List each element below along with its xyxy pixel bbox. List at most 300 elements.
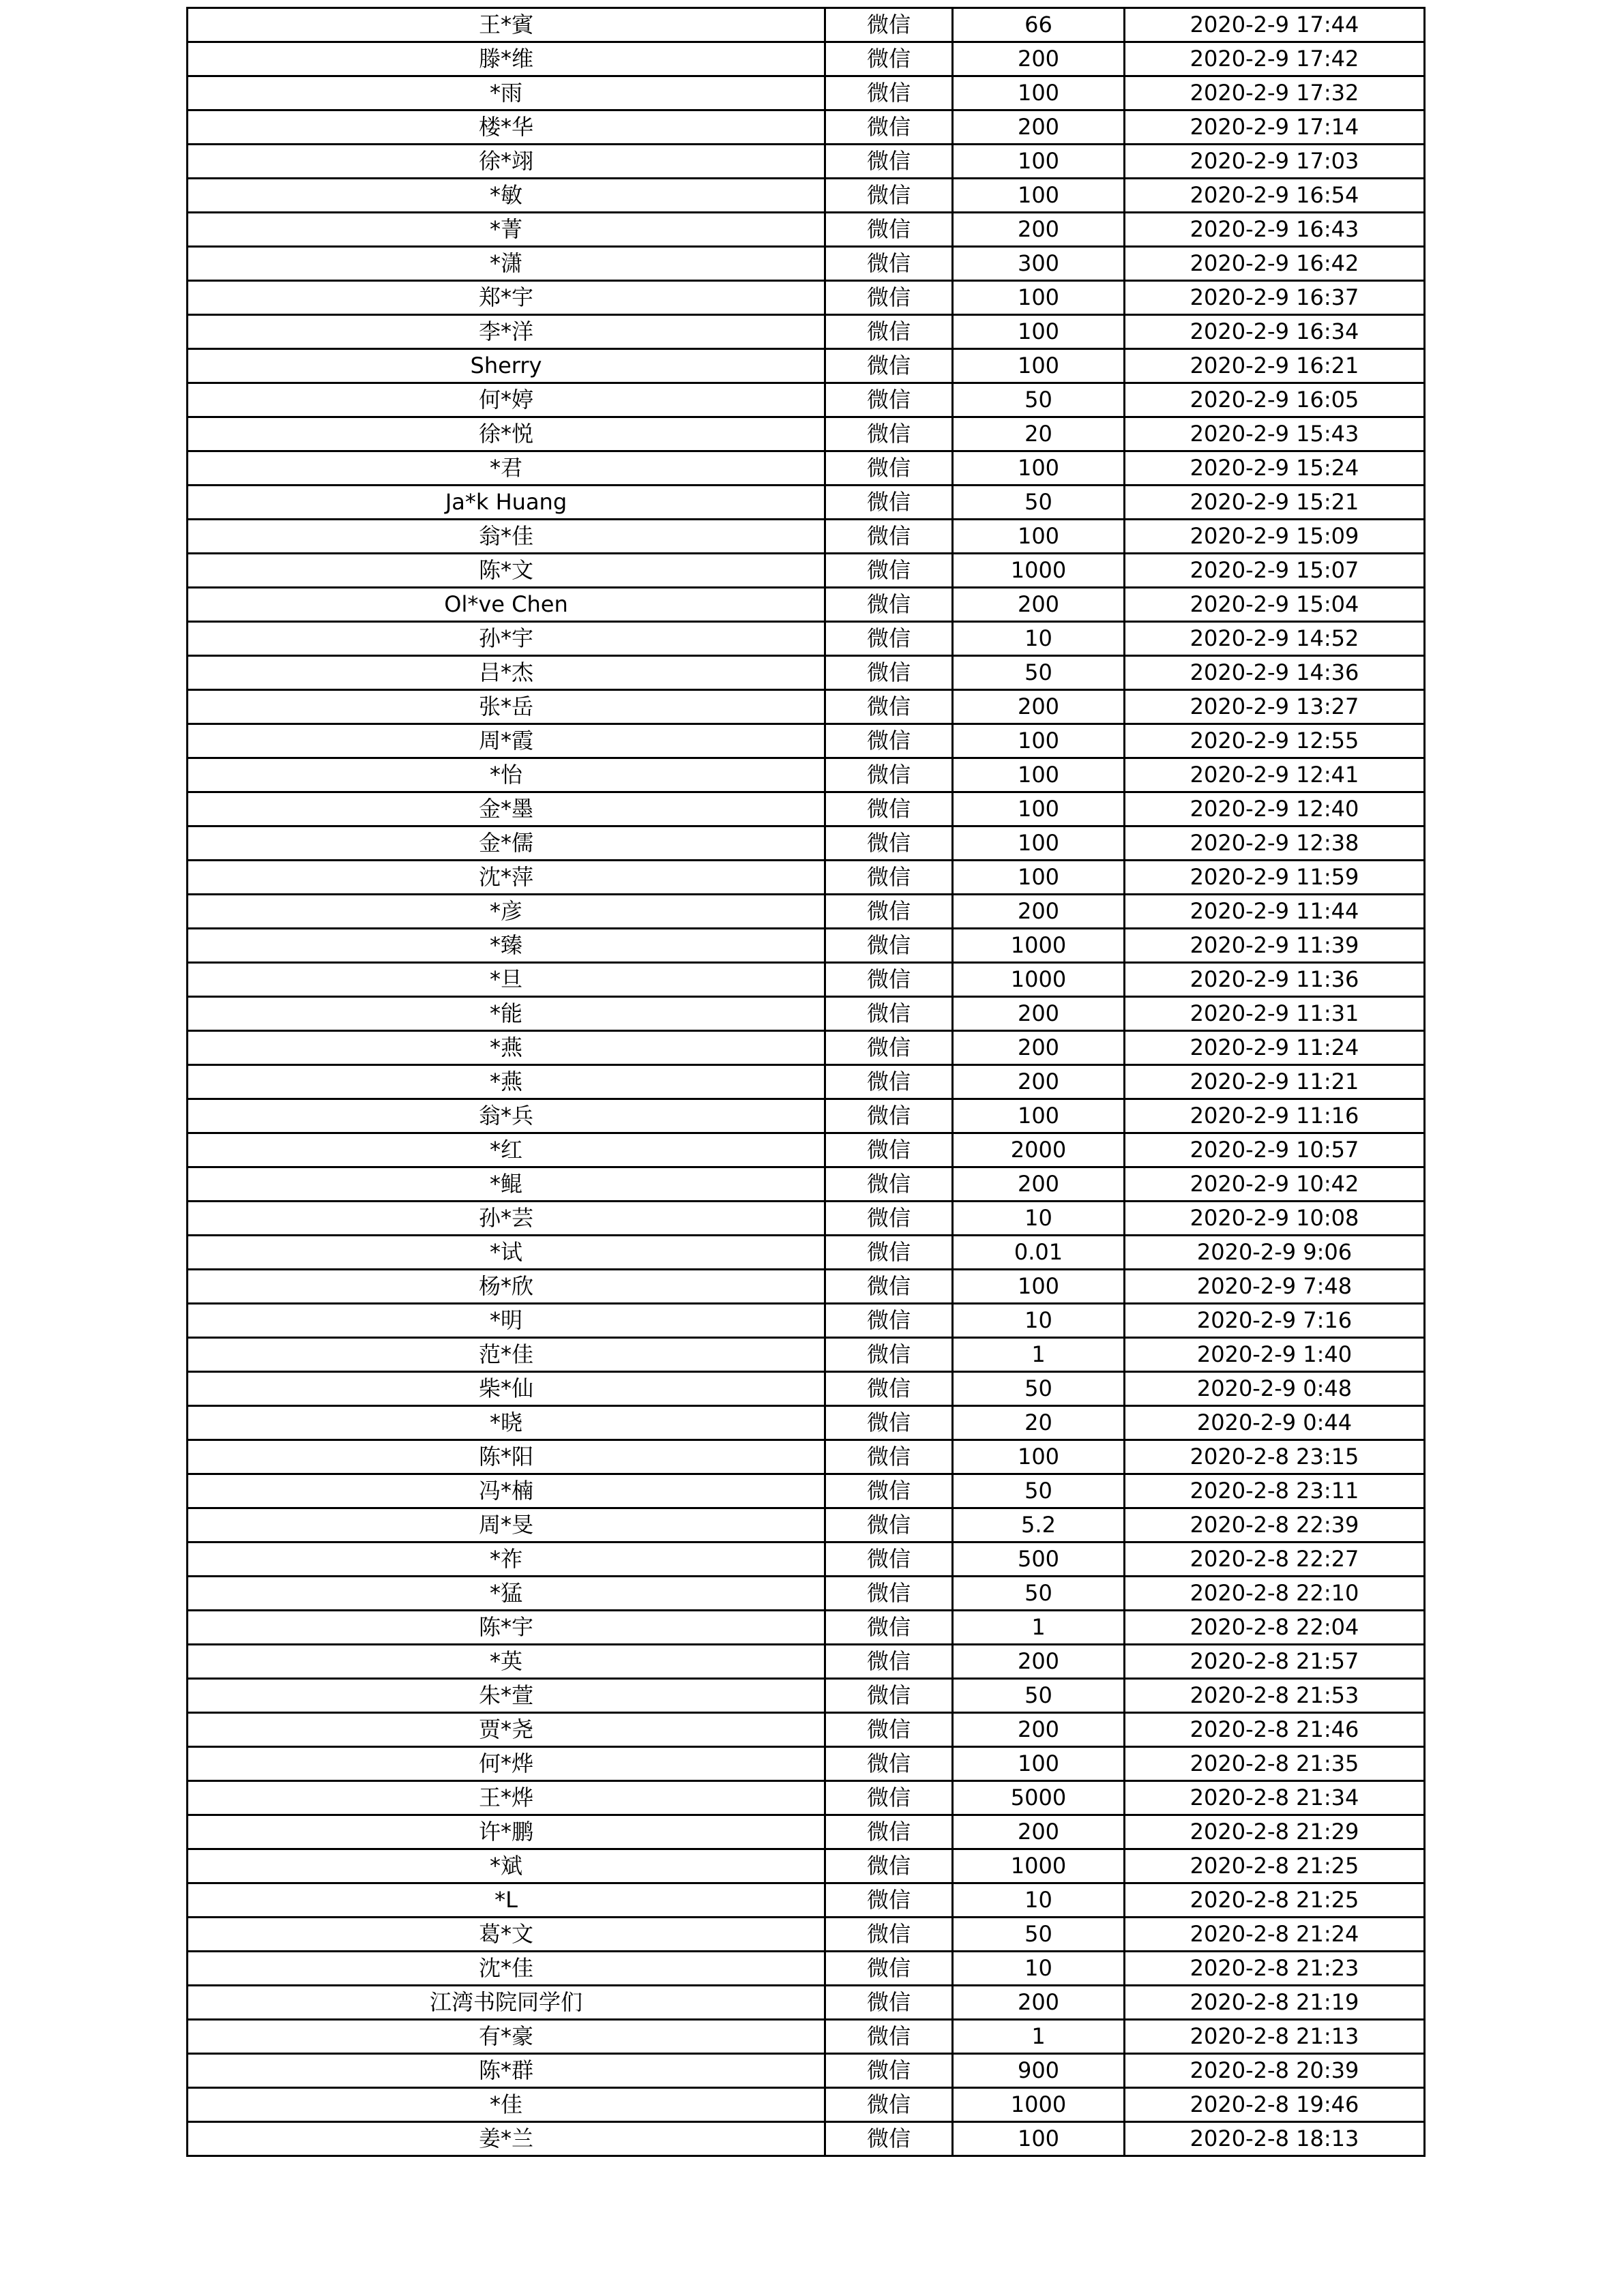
amount-cell: 200 (953, 110, 1125, 145)
donor-name-cell: 滕*维 (188, 42, 825, 76)
payment-channel-cell: 微信 (825, 826, 953, 861)
donor-name-cell: 孙*宇 (188, 622, 825, 656)
table-row (188, 1270, 1425, 1304)
table-row (188, 520, 1425, 554)
donor-name-cell: *祚 (188, 1542, 825, 1577)
timestamp-cell: 2020-2-9 12:55 (1125, 724, 1425, 758)
timestamp-cell: 2020-2-8 21:19 (1125, 1986, 1425, 2020)
amount-cell: 100 (953, 520, 1125, 554)
payment-channel-cell: 微信 (825, 213, 953, 247)
donor-name-cell: 陈*阳 (188, 1440, 825, 1474)
amount-cell: 1 (953, 2020, 1125, 2054)
timestamp-cell: 2020-2-9 15:24 (1125, 451, 1425, 486)
donor-name-cell: *潇 (188, 247, 825, 281)
payment-channel-cell: 微信 (825, 315, 953, 349)
donor-name-cell: *鲲 (188, 1167, 825, 1202)
payment-channel-cell: 微信 (825, 724, 953, 758)
amount-cell: 5.2 (953, 1508, 1125, 1542)
table-row (188, 724, 1425, 758)
amount-cell: 200 (953, 42, 1125, 76)
timestamp-cell: 2020-2-9 15:09 (1125, 520, 1425, 554)
payment-channel-cell: 微信 (825, 861, 953, 895)
donor-name-cell: 李*洋 (188, 315, 825, 349)
donor-name-cell: 贾*尧 (188, 1713, 825, 1747)
timestamp-cell: 2020-2-8 23:11 (1125, 1474, 1425, 1508)
table-row (188, 1918, 1425, 1952)
amount-cell: 100 (953, 179, 1125, 213)
donor-name-cell: *燕 (188, 1031, 825, 1065)
table-row (188, 1202, 1425, 1236)
donor-name-cell: *佳 (188, 2088, 825, 2122)
timestamp-cell: 2020-2-9 10:08 (1125, 1202, 1425, 1236)
donor-name-cell: 姜*兰 (188, 2122, 825, 2156)
donor-name-cell: 何*婷 (188, 383, 825, 417)
amount-cell: 1000 (953, 929, 1125, 963)
donation-table (186, 7, 1426, 2157)
donor-name-cell: 翁*佳 (188, 520, 825, 554)
donor-name-cell: *红 (188, 1133, 825, 1167)
timestamp-cell: 2020-2-8 21:57 (1125, 1645, 1425, 1679)
amount-cell: 200 (953, 213, 1125, 247)
donor-name-cell: 葛*文 (188, 1918, 825, 1952)
timestamp-cell: 2020-2-9 16:37 (1125, 281, 1425, 315)
donor-name-cell: *猛 (188, 1577, 825, 1611)
amount-cell: 100 (953, 145, 1125, 179)
donor-name-cell: *君 (188, 451, 825, 486)
timestamp-cell: 2020-2-9 10:57 (1125, 1133, 1425, 1167)
payment-channel-cell: 微信 (825, 1236, 953, 1270)
payment-channel-cell: 微信 (825, 417, 953, 451)
amount-cell: 10 (953, 1202, 1125, 1236)
table-row (188, 656, 1425, 690)
payment-channel-cell: 微信 (825, 1918, 953, 1952)
donor-name-cell: 朱*萱 (188, 1679, 825, 1713)
table-row (188, 145, 1425, 179)
payment-channel-cell: 微信 (825, 145, 953, 179)
amount-cell: 10 (953, 1883, 1125, 1918)
amount-cell: 100 (953, 1270, 1125, 1304)
donation-table-body (188, 8, 1425, 2156)
timestamp-cell: 2020-2-8 21:46 (1125, 1713, 1425, 1747)
table-row (188, 1440, 1425, 1474)
donor-name-cell: 沈*萍 (188, 861, 825, 895)
timestamp-cell: 2020-2-8 21:29 (1125, 1815, 1425, 1849)
donor-name-cell: 江湾书院同学们 (188, 1986, 825, 2020)
timestamp-cell: 2020-2-8 21:25 (1125, 1883, 1425, 1918)
timestamp-cell: 2020-2-8 22:10 (1125, 1577, 1425, 1611)
timestamp-cell: 2020-2-9 0:48 (1125, 1372, 1425, 1406)
donor-name-cell: 张*岳 (188, 690, 825, 724)
timestamp-cell: 2020-2-9 0:44 (1125, 1406, 1425, 1440)
amount-cell: 20 (953, 1406, 1125, 1440)
amount-cell: 10 (953, 1304, 1125, 1338)
timestamp-cell: 2020-2-8 21:24 (1125, 1918, 1425, 1952)
table-row (188, 1474, 1425, 1508)
payment-channel-cell: 微信 (825, 1099, 953, 1133)
table-row (188, 2088, 1425, 2122)
timestamp-cell: 2020-2-9 16:34 (1125, 315, 1425, 349)
table-row (188, 281, 1425, 315)
payment-channel-cell: 微信 (825, 1952, 953, 1986)
table-row (188, 8, 1425, 42)
table-row (188, 451, 1425, 486)
table-row (188, 1849, 1425, 1883)
payment-channel-cell: 微信 (825, 554, 953, 588)
table-row (188, 247, 1425, 281)
donor-name-cell: 范*佳 (188, 1338, 825, 1372)
table-row (188, 1542, 1425, 1577)
amount-cell: 100 (953, 76, 1125, 110)
payment-channel-cell: 微信 (825, 1747, 953, 1781)
payment-channel-cell: 微信 (825, 383, 953, 417)
amount-cell: 900 (953, 2054, 1125, 2088)
donor-name-cell: *L (188, 1883, 825, 1918)
donor-name-cell: *旦 (188, 963, 825, 997)
table-row (188, 588, 1425, 622)
donor-name-cell: 郑*宇 (188, 281, 825, 315)
payment-channel-cell: 微信 (825, 1986, 953, 2020)
table-row (188, 929, 1425, 963)
donor-name-cell: Ja*k Huang (188, 486, 825, 520)
timestamp-cell: 2020-2-9 10:42 (1125, 1167, 1425, 1202)
timestamp-cell: 2020-2-9 11:16 (1125, 1099, 1425, 1133)
amount-cell: 50 (953, 1577, 1125, 1611)
timestamp-cell: 2020-2-9 14:36 (1125, 656, 1425, 690)
payment-channel-cell: 微信 (825, 76, 953, 110)
timestamp-cell: 2020-2-8 21:35 (1125, 1747, 1425, 1781)
donor-name-cell: 翁*兵 (188, 1099, 825, 1133)
timestamp-cell: 2020-2-9 11:44 (1125, 895, 1425, 929)
table-row (188, 758, 1425, 792)
payment-channel-cell: 微信 (825, 963, 953, 997)
table-row (188, 1338, 1425, 1372)
timestamp-cell: 2020-2-9 7:48 (1125, 1270, 1425, 1304)
table-row (188, 110, 1425, 145)
amount-cell: 50 (953, 1474, 1125, 1508)
timestamp-cell: 2020-2-9 12:38 (1125, 826, 1425, 861)
payment-channel-cell: 微信 (825, 1406, 953, 1440)
timestamp-cell: 2020-2-9 1:40 (1125, 1338, 1425, 1372)
payment-channel-cell: 微信 (825, 1474, 953, 1508)
table-row (188, 2020, 1425, 2054)
timestamp-cell: 2020-2-9 17:03 (1125, 145, 1425, 179)
payment-channel-cell: 微信 (825, 2122, 953, 2156)
timestamp-cell: 2020-2-8 18:13 (1125, 2122, 1425, 2156)
payment-channel-cell: 微信 (825, 690, 953, 724)
timestamp-cell: 2020-2-8 21:53 (1125, 1679, 1425, 1713)
donor-name-cell: *晓 (188, 1406, 825, 1440)
payment-channel-cell: 微信 (825, 1270, 953, 1304)
payment-channel-cell: 微信 (825, 451, 953, 486)
table-row (188, 1815, 1425, 1849)
donor-name-cell: 周*霞 (188, 724, 825, 758)
payment-channel-cell: 微信 (825, 1781, 953, 1815)
amount-cell: 100 (953, 281, 1125, 315)
amount-cell: 300 (953, 247, 1125, 281)
table-row (188, 554, 1425, 588)
amount-cell: 100 (953, 349, 1125, 383)
table-row (188, 42, 1425, 76)
payment-channel-cell: 微信 (825, 622, 953, 656)
timestamp-cell: 2020-2-8 20:39 (1125, 2054, 1425, 2088)
table-row (188, 1679, 1425, 1713)
payment-channel-cell: 微信 (825, 1542, 953, 1577)
payment-channel-cell: 微信 (825, 8, 953, 42)
donor-name-cell: Sherry (188, 349, 825, 383)
table-row (188, 1304, 1425, 1338)
amount-cell: 100 (953, 724, 1125, 758)
timestamp-cell: 2020-2-9 16:43 (1125, 213, 1425, 247)
table-row (188, 861, 1425, 895)
donor-name-cell: 徐*翊 (188, 145, 825, 179)
payment-channel-cell: 微信 (825, 2020, 953, 2054)
payment-channel-cell: 微信 (825, 42, 953, 76)
donor-name-cell: *明 (188, 1304, 825, 1338)
payment-channel-cell: 微信 (825, 1304, 953, 1338)
payment-channel-cell: 微信 (825, 758, 953, 792)
table-row (188, 690, 1425, 724)
timestamp-cell: 2020-2-8 22:27 (1125, 1542, 1425, 1577)
amount-cell: 50 (953, 656, 1125, 690)
payment-channel-cell: 微信 (825, 895, 953, 929)
donor-name-cell: 金*儒 (188, 826, 825, 861)
payment-channel-cell: 微信 (825, 2054, 953, 2088)
amount-cell: 200 (953, 1645, 1125, 1679)
timestamp-cell: 2020-2-9 14:52 (1125, 622, 1425, 656)
table-row (188, 2122, 1425, 2156)
amount-cell: 50 (953, 1372, 1125, 1406)
donor-name-cell: *敏 (188, 179, 825, 213)
timestamp-cell: 2020-2-9 7:16 (1125, 1304, 1425, 1338)
timestamp-cell: 2020-2-9 11:36 (1125, 963, 1425, 997)
donor-name-cell: Ol*ve Chen (188, 588, 825, 622)
table-row (188, 1713, 1425, 1747)
payment-channel-cell: 微信 (825, 1713, 953, 1747)
table-row (188, 349, 1425, 383)
payment-channel-cell: 微信 (825, 1849, 953, 1883)
amount-cell: 0.01 (953, 1236, 1125, 1270)
amount-cell: 50 (953, 1918, 1125, 1952)
table-row (188, 1508, 1425, 1542)
donor-name-cell: 楼*华 (188, 110, 825, 145)
amount-cell: 50 (953, 486, 1125, 520)
table-row (188, 1986, 1425, 2020)
amount-cell: 100 (953, 1440, 1125, 1474)
amount-cell: 50 (953, 383, 1125, 417)
timestamp-cell: 2020-2-9 11:59 (1125, 861, 1425, 895)
table-row (188, 383, 1425, 417)
donor-name-cell: *怡 (188, 758, 825, 792)
payment-channel-cell: 微信 (825, 349, 953, 383)
donor-name-cell: 王*烨 (188, 1781, 825, 1815)
table-row (188, 1133, 1425, 1167)
table-row (188, 1167, 1425, 1202)
timestamp-cell: 2020-2-9 11:21 (1125, 1065, 1425, 1099)
payment-channel-cell: 微信 (825, 997, 953, 1031)
amount-cell: 100 (953, 826, 1125, 861)
donor-name-cell: 沈*佳 (188, 1952, 825, 1986)
donor-name-cell: 冯*楠 (188, 1474, 825, 1508)
table-row (188, 1883, 1425, 1918)
timestamp-cell: 2020-2-9 17:32 (1125, 76, 1425, 110)
timestamp-cell: 2020-2-9 17:42 (1125, 42, 1425, 76)
donor-name-cell: 许*鹏 (188, 1815, 825, 1849)
amount-cell: 200 (953, 1167, 1125, 1202)
amount-cell: 100 (953, 315, 1125, 349)
table-row (188, 417, 1425, 451)
amount-cell: 10 (953, 1952, 1125, 1986)
donor-name-cell: *试 (188, 1236, 825, 1270)
table-row (188, 1236, 1425, 1270)
table-row (188, 2054, 1425, 2088)
table-row (188, 213, 1425, 247)
timestamp-cell: 2020-2-9 15:43 (1125, 417, 1425, 451)
timestamp-cell: 2020-2-9 11:24 (1125, 1031, 1425, 1065)
timestamp-cell: 2020-2-9 11:31 (1125, 997, 1425, 1031)
table-row (188, 1065, 1425, 1099)
payment-channel-cell: 微信 (825, 1372, 953, 1406)
donor-name-cell: 有*豪 (188, 2020, 825, 2054)
table-row (188, 179, 1425, 213)
amount-cell: 200 (953, 1815, 1125, 1849)
payment-channel-cell: 微信 (825, 179, 953, 213)
payment-channel-cell: 微信 (825, 2088, 953, 2122)
timestamp-cell: 2020-2-9 15:04 (1125, 588, 1425, 622)
amount-cell: 100 (953, 861, 1125, 895)
timestamp-cell: 2020-2-9 16:54 (1125, 179, 1425, 213)
table-row (188, 486, 1425, 520)
payment-channel-cell: 微信 (825, 588, 953, 622)
timestamp-cell: 2020-2-8 21:34 (1125, 1781, 1425, 1815)
payment-channel-cell: 微信 (825, 1508, 953, 1542)
amount-cell: 100 (953, 1099, 1125, 1133)
payment-channel-cell: 微信 (825, 1883, 953, 1918)
donor-name-cell: 柴*仙 (188, 1372, 825, 1406)
table-row (188, 1372, 1425, 1406)
timestamp-cell: 2020-2-9 16:42 (1125, 247, 1425, 281)
donor-name-cell: *臻 (188, 929, 825, 963)
timestamp-cell: 2020-2-9 17:44 (1125, 8, 1425, 42)
table-row (188, 826, 1425, 861)
table-row (188, 1645, 1425, 1679)
donor-name-cell: *菁 (188, 213, 825, 247)
payment-channel-cell: 微信 (825, 247, 953, 281)
table-row (188, 1747, 1425, 1781)
donor-name-cell: *能 (188, 997, 825, 1031)
donor-name-cell: 陈*群 (188, 2054, 825, 2088)
payment-channel-cell: 微信 (825, 1611, 953, 1645)
payment-channel-cell: 微信 (825, 792, 953, 826)
donor-name-cell: 陈*宇 (188, 1611, 825, 1645)
timestamp-cell: 2020-2-8 22:04 (1125, 1611, 1425, 1645)
amount-cell: 200 (953, 1065, 1125, 1099)
payment-channel-cell: 微信 (825, 1202, 953, 1236)
timestamp-cell: 2020-2-9 13:27 (1125, 690, 1425, 724)
table-row (188, 792, 1425, 826)
timestamp-cell: 2020-2-9 9:06 (1125, 1236, 1425, 1270)
amount-cell: 200 (953, 895, 1125, 929)
amount-cell: 20 (953, 417, 1125, 451)
amount-cell: 2000 (953, 1133, 1125, 1167)
payment-channel-cell: 微信 (825, 1679, 953, 1713)
amount-cell: 200 (953, 588, 1125, 622)
donor-name-cell: 吕*杰 (188, 656, 825, 690)
timestamp-cell: 2020-2-9 12:41 (1125, 758, 1425, 792)
amount-cell: 200 (953, 690, 1125, 724)
amount-cell: 66 (953, 8, 1125, 42)
donor-name-cell: *斌 (188, 1849, 825, 1883)
payment-channel-cell: 微信 (825, 486, 953, 520)
timestamp-cell: 2020-2-9 15:21 (1125, 486, 1425, 520)
amount-cell: 200 (953, 1031, 1125, 1065)
donor-name-cell: 周*旻 (188, 1508, 825, 1542)
table-row (188, 76, 1425, 110)
payment-channel-cell: 微信 (825, 1645, 953, 1679)
amount-cell: 100 (953, 451, 1125, 486)
amount-cell: 1000 (953, 554, 1125, 588)
timestamp-cell: 2020-2-8 23:15 (1125, 1440, 1425, 1474)
payment-channel-cell: 微信 (825, 1577, 953, 1611)
timestamp-cell: 2020-2-8 21:23 (1125, 1952, 1425, 1986)
amount-cell: 1 (953, 1611, 1125, 1645)
table-row (188, 1031, 1425, 1065)
amount-cell: 10 (953, 622, 1125, 656)
donor-name-cell: 徐*悦 (188, 417, 825, 451)
timestamp-cell: 2020-2-9 12:40 (1125, 792, 1425, 826)
donor-name-cell: 金*墨 (188, 792, 825, 826)
amount-cell: 100 (953, 2122, 1125, 2156)
payment-channel-cell: 微信 (825, 1031, 953, 1065)
payment-channel-cell: 微信 (825, 929, 953, 963)
donor-name-cell: *燕 (188, 1065, 825, 1099)
donor-name-cell: *英 (188, 1645, 825, 1679)
payment-channel-cell: 微信 (825, 520, 953, 554)
table-row (188, 997, 1425, 1031)
table-row (188, 1406, 1425, 1440)
table-row (188, 622, 1425, 656)
table-row (188, 895, 1425, 929)
table-row (188, 1099, 1425, 1133)
amount-cell: 1000 (953, 2088, 1125, 2122)
donor-name-cell: 孙*芸 (188, 1202, 825, 1236)
donor-name-cell: *雨 (188, 76, 825, 110)
amount-cell: 200 (953, 1986, 1125, 2020)
timestamp-cell: 2020-2-8 21:13 (1125, 2020, 1425, 2054)
amount-cell: 1 (953, 1338, 1125, 1372)
amount-cell: 100 (953, 792, 1125, 826)
payment-channel-cell: 微信 (825, 110, 953, 145)
timestamp-cell: 2020-2-8 22:39 (1125, 1508, 1425, 1542)
timestamp-cell: 2020-2-8 19:46 (1125, 2088, 1425, 2122)
donor-name-cell: 陈*文 (188, 554, 825, 588)
timestamp-cell: 2020-2-9 16:21 (1125, 349, 1425, 383)
payment-channel-cell: 微信 (825, 1440, 953, 1474)
amount-cell: 200 (953, 1713, 1125, 1747)
donor-name-cell: 杨*欣 (188, 1270, 825, 1304)
table-row (188, 1781, 1425, 1815)
table-row (188, 1952, 1425, 1986)
payment-channel-cell: 微信 (825, 1133, 953, 1167)
amount-cell: 100 (953, 1747, 1125, 1781)
payment-channel-cell: 微信 (825, 656, 953, 690)
amount-cell: 50 (953, 1679, 1125, 1713)
payment-channel-cell: 微信 (825, 281, 953, 315)
donor-name-cell: *彦 (188, 895, 825, 929)
table-row (188, 963, 1425, 997)
payment-channel-cell: 微信 (825, 1338, 953, 1372)
timestamp-cell: 2020-2-8 21:25 (1125, 1849, 1425, 1883)
amount-cell: 5000 (953, 1781, 1125, 1815)
